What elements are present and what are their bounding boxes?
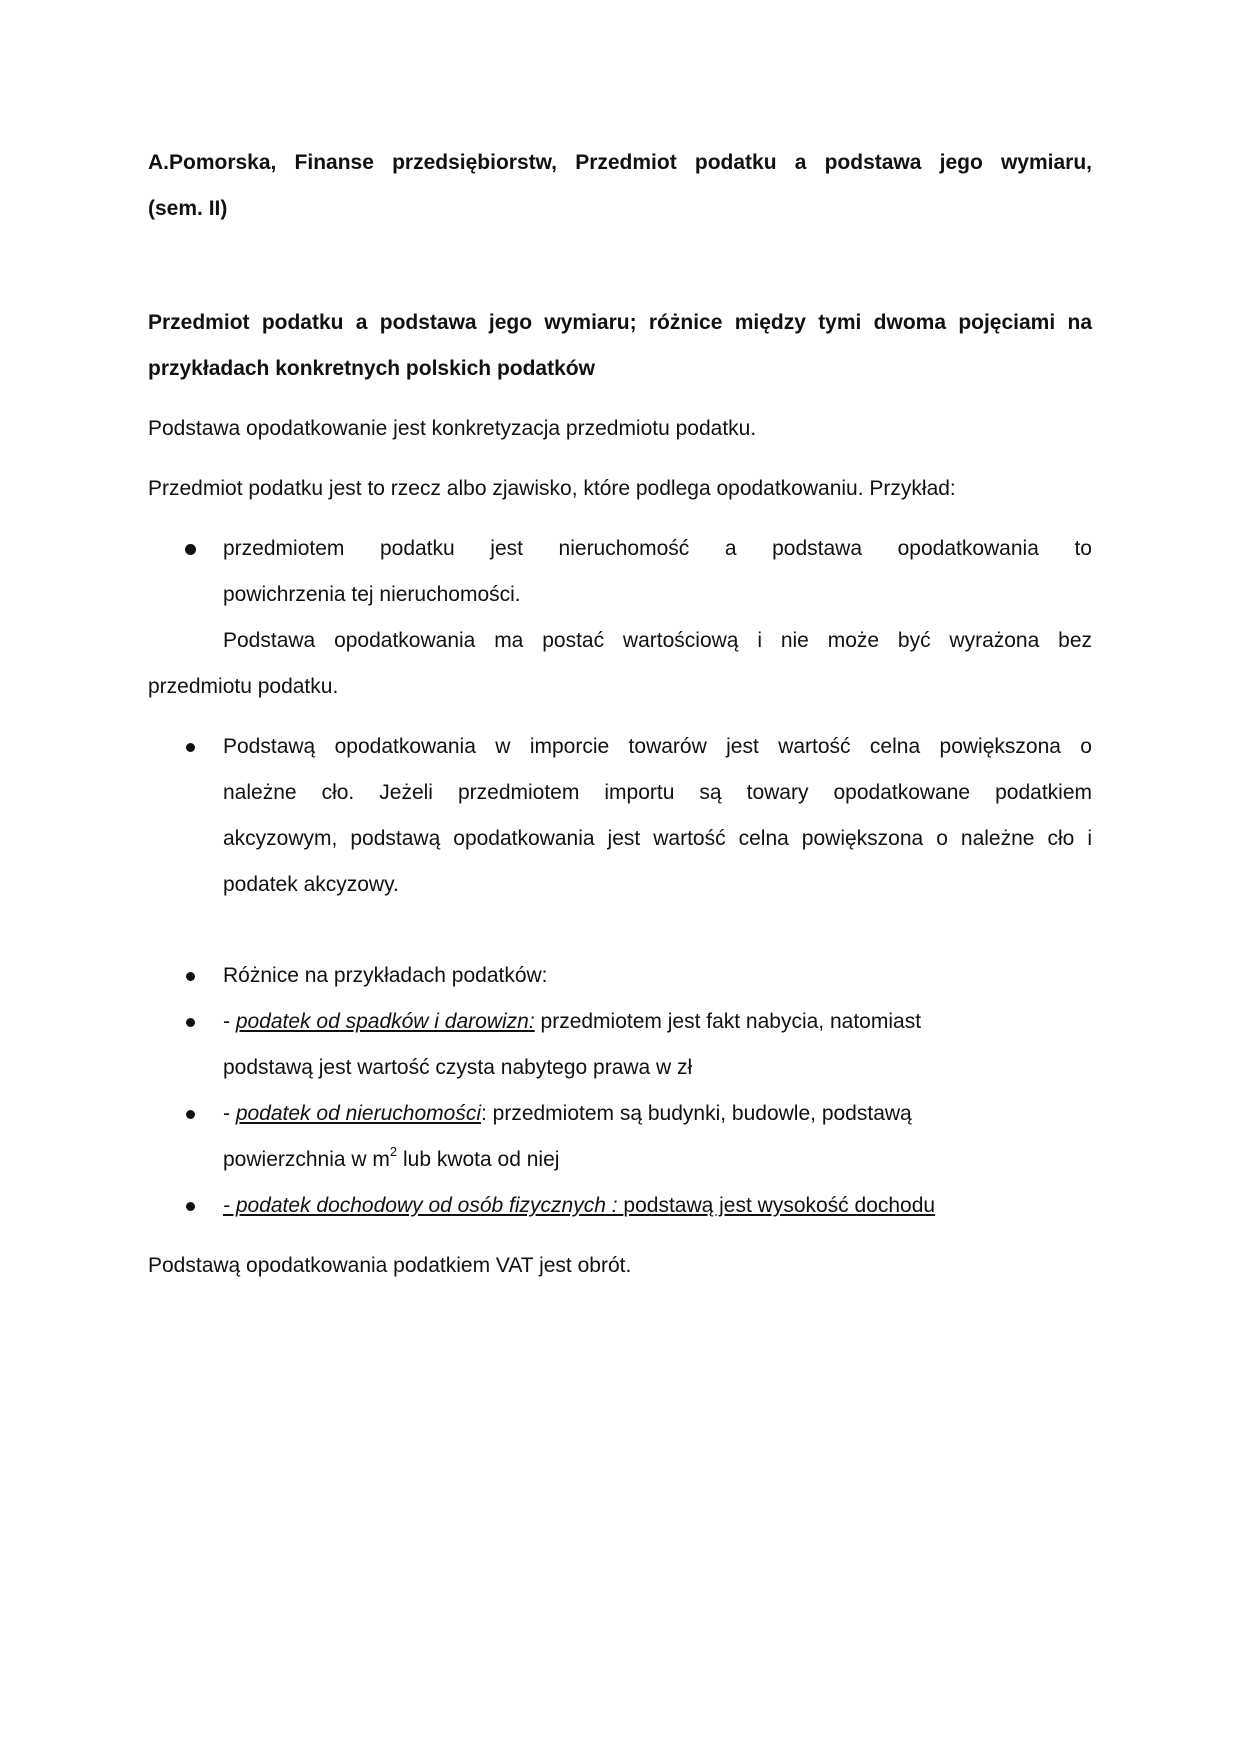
document-header-line-1: A.Pomorska, Finanse przedsiębiorstw, Przedmiot podatku a podstawa jego wymiaru, [148, 151, 1092, 174]
indented-paragraph-line-1: Podstawa opodatkowania ma postać wartościową i nie może być wyrażona bez [223, 629, 1092, 652]
colon: : [528, 1010, 535, 1033]
spacer [148, 512, 1092, 526]
tax-description: przedmiotem jest fakt nabycia, natomiast [534, 1010, 922, 1033]
section-heading-line-1: Przedmiot podatku a podstawa jego wymiaru; różnice między tymi dwoma pojęciami na [148, 311, 1092, 334]
tax-name-income: - podatek dochodowy od osób fizycznych : [223, 1194, 624, 1217]
differences-title: Różnice na przykładach podatków: [223, 964, 548, 987]
list-item-line: podatek akcyzowy. [223, 873, 399, 896]
list-item-line [223, 1137, 1092, 1183]
section-heading-line-2: przykładach konkretnych polskich podatków [148, 357, 595, 380]
superscript: 2 [389, 1144, 398, 1159]
bullet-icon [186, 1018, 195, 1027]
bullet-icon [186, 1110, 195, 1119]
list-item-line: podstawą jest wartość czysta nabytego prawa w zł [223, 1056, 693, 1079]
list-item-line: należne cło. Jeżeli przedmiotem importu są towary opodatkowane podatkiem [223, 781, 1092, 804]
list-item [148, 953, 1092, 999]
list-item-line: Podstawą opodatkowania w imporcie towarów jest wartość celna powiększona o [223, 735, 1092, 758]
paragraph-definition: Podstawa opodatkowanie jest konkretyzacja przedmiotu podatku. [148, 417, 757, 440]
document-body [148, 140, 1092, 1289]
dash: - [223, 1010, 236, 1033]
list-item-line: akcyzowym, podstawą opodatkowania jest wartość celna powiększona o należne cło i [223, 827, 1092, 850]
list-item-line: przedmiotem podatku jest nieruchomość a podstawa opodatkowania to [223, 537, 1092, 560]
bullet-icon [185, 544, 196, 555]
spacer [148, 232, 1092, 300]
tax-description: : przedmiotem są budynki, budowle, podstawą [480, 1102, 912, 1125]
spacer [148, 1229, 1092, 1243]
bullet-icon [186, 972, 195, 981]
list-item-line [223, 1091, 1092, 1137]
list-item [148, 526, 1092, 618]
document-header-line-2: (sem. II) [148, 197, 228, 220]
bullet-icon [186, 743, 195, 752]
spacer [148, 710, 1092, 724]
list-item [148, 1091, 1092, 1183]
list-item-line [223, 1183, 1092, 1229]
text-fragment: lub kwota od niej [397, 1148, 560, 1171]
list-item-line: powichrzenia tej nieruchomości. [223, 583, 521, 606]
list-item-line [223, 999, 1092, 1045]
spacer [148, 392, 1092, 406]
text-fragment: powierzchnia w m [223, 1148, 390, 1171]
dash: - [223, 1102, 236, 1125]
indented-paragraph-line-2: przedmiotu podatku. [148, 675, 339, 698]
spacer [148, 452, 1092, 466]
section-heading [148, 300, 1092, 392]
closing-paragraph: Podstawą opodatkowania podatkiem VAT jest obrót. [148, 1254, 632, 1277]
list-item [148, 1183, 1092, 1229]
list-item [148, 724, 1092, 908]
spacer [148, 908, 1092, 953]
bullet-icon [186, 1202, 195, 1211]
tax-name-property: podatek od nieruchomości [235, 1102, 481, 1125]
paragraph-subject: Przedmiot podatku jest to rzecz albo zjawisko, które podlega opodatkowaniu. Przykład: [148, 477, 956, 500]
list-item [148, 999, 1092, 1091]
tax-name-inheritance: podatek od spadków i darowizn [235, 1010, 529, 1033]
tax-description: podstawą jest wysokość dochodu [623, 1194, 936, 1217]
